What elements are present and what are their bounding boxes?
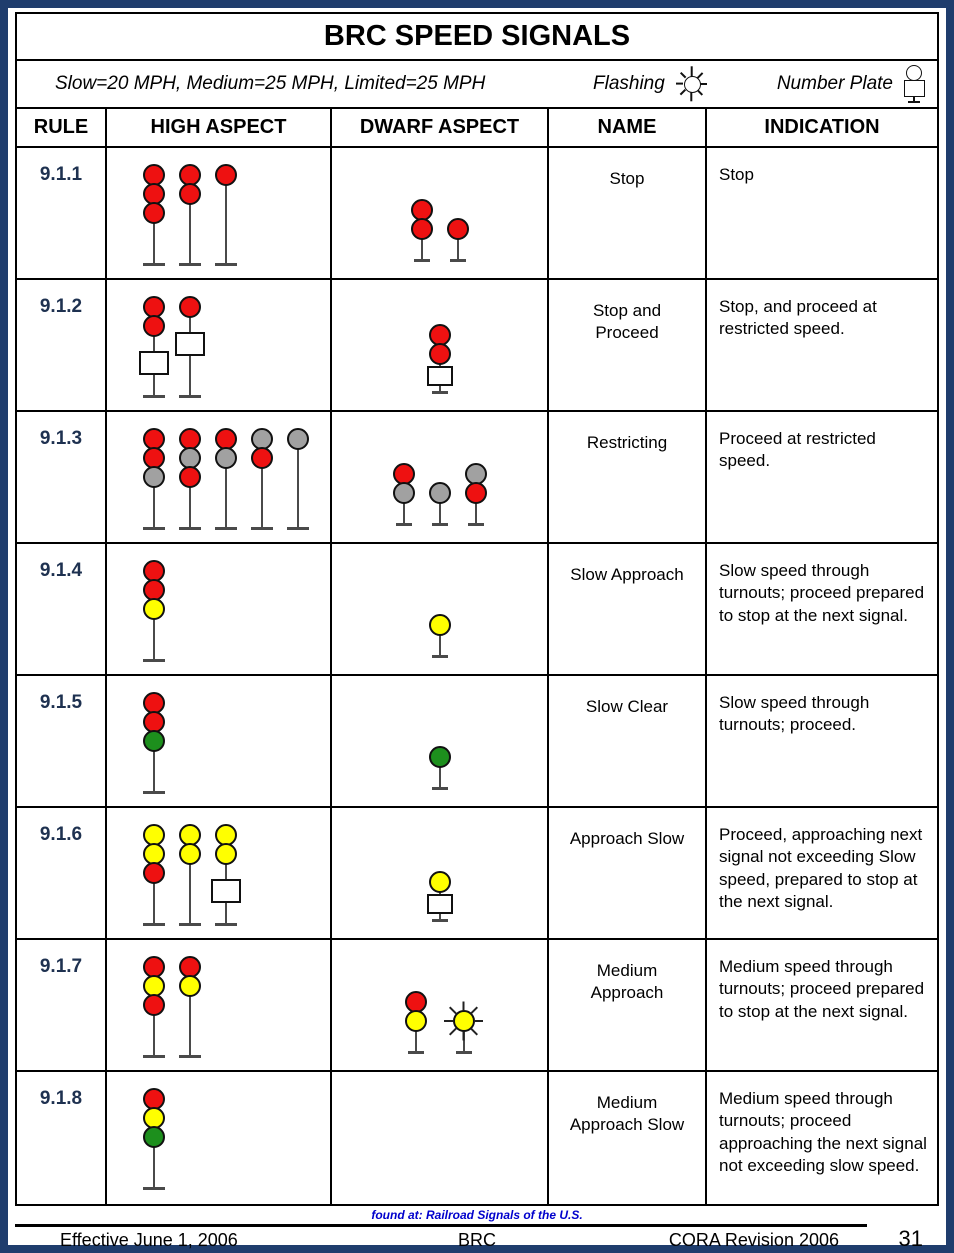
signal-heads — [215, 428, 237, 469]
number-plate-label: Number Plate — [776, 73, 893, 94]
indication-cell: Slow speed through turnouts; proceed. — [707, 676, 937, 808]
yellow-aspect-light-flashing — [453, 1010, 475, 1032]
dwarf-signal — [401, 991, 431, 1054]
signal-heads — [429, 614, 451, 636]
high-signal — [209, 824, 243, 926]
indication-cell: Slow speed through turnouts; proceed prepared to stop at the next signal. — [707, 544, 937, 676]
high-signal — [173, 956, 207, 1058]
signal-base — [179, 527, 201, 530]
signal-mast — [297, 446, 299, 527]
signal-base — [287, 527, 309, 530]
signal-heads — [393, 463, 415, 504]
rule-number-cell: 9.1.5 — [17, 676, 107, 808]
dwarf-signal — [449, 1010, 479, 1054]
green-aspect-light — [143, 730, 165, 752]
dwarf-aspect-cell — [332, 412, 549, 544]
signal-heads — [429, 324, 451, 365]
signal-heads — [287, 428, 309, 450]
signal-heads — [143, 428, 165, 488]
high-signal — [137, 560, 171, 662]
legend-row — [17, 61, 937, 109]
red-aspect-light — [215, 164, 237, 186]
high-signal — [137, 692, 171, 794]
signal-mast — [189, 201, 191, 263]
dwarf-signal — [425, 482, 455, 526]
green-aspect-light — [429, 746, 451, 768]
signal-heads — [143, 1088, 165, 1148]
signal-base — [143, 659, 165, 662]
yellow-aspect-light — [179, 843, 201, 865]
column-header-rule: RULE — [17, 109, 107, 148]
signal-name-cell: Slow Clear — [549, 676, 707, 808]
high-signal — [137, 824, 171, 926]
dwarf-aspect-cell — [332, 808, 549, 940]
signal-heads — [143, 692, 165, 752]
number-plate — [427, 894, 453, 914]
signal-base — [143, 923, 165, 926]
high-signal — [281, 428, 315, 530]
signal-heads — [179, 956, 201, 997]
signal-mast — [153, 616, 155, 659]
high-aspect-cell — [107, 808, 332, 940]
signals-table — [15, 12, 939, 1206]
high-aspect-cell — [107, 544, 332, 676]
signal-base — [179, 1055, 201, 1058]
signal-heads — [143, 824, 165, 884]
dwarf-aspect-cell — [332, 1072, 549, 1204]
signal-base — [143, 527, 165, 530]
signal-base — [179, 263, 201, 266]
dwarf-aspect-cell — [332, 280, 549, 412]
red-aspect-light — [143, 202, 165, 224]
dwarf-aspect-cell — [332, 940, 549, 1072]
signal-mast — [153, 484, 155, 527]
yellow-aspect-light — [179, 975, 201, 997]
dwarf-signal — [443, 218, 473, 262]
high-signal — [173, 164, 207, 266]
number-plate-legend — [777, 65, 927, 103]
rule-number-cell: 9.1.2 — [17, 280, 107, 412]
high-aspect-cell — [107, 280, 332, 412]
dwarf-signal — [425, 614, 455, 658]
signal-mast — [189, 993, 191, 1055]
signal-base — [414, 259, 430, 262]
page-number: 31 — [898, 1226, 923, 1251]
high-aspect-cell — [107, 1072, 332, 1204]
number-plate — [427, 366, 453, 386]
signal-base — [432, 391, 448, 394]
signal-heads — [453, 1010, 475, 1032]
high-signal — [137, 1088, 171, 1190]
red-aspect-light — [143, 994, 165, 1016]
flashing-rays-icon — [453, 1010, 475, 1032]
page-footer — [15, 1224, 939, 1253]
signal-base — [251, 527, 273, 530]
high-aspect-cell — [107, 412, 332, 544]
signal-heads — [215, 824, 237, 865]
signal-heads — [429, 482, 451, 504]
indication-cell: Stop, and proceed at restricted speed. — [707, 280, 937, 412]
signal-heads — [251, 428, 273, 469]
signal-base — [468, 523, 484, 526]
high-signal — [137, 164, 171, 266]
red-aspect-light — [251, 447, 273, 469]
indication-cell: Proceed, approaching next signal not exceeding Slow speed, prepared to stop at the next signal. — [707, 808, 937, 940]
red-aspect-light — [429, 343, 451, 365]
signal-base — [432, 787, 448, 790]
page-title: BRC SPEED SIGNALS — [17, 14, 937, 61]
red-aspect-light — [143, 315, 165, 337]
flashing-legend — [593, 67, 709, 101]
column-header-name: NAME — [549, 109, 707, 148]
signal-mast — [225, 182, 227, 263]
rule-number-cell: 9.1.3 — [17, 412, 107, 544]
signal-mast — [261, 465, 263, 527]
signal-name-cell: Medium Approach Slow — [549, 1072, 707, 1204]
red-aspect-light — [143, 862, 165, 884]
signal-heads — [179, 164, 201, 205]
gray-aspect-light — [215, 447, 237, 469]
dwarf-signal — [461, 463, 491, 526]
indication-cell: Medium speed through turnouts; proceed approaching the next signal not exceeding slow speed. — [719, 1089, 927, 1176]
number-plate — [175, 332, 205, 356]
dwarf-signal — [425, 871, 455, 922]
source-note: found at: Railroad Signals of the U.S. — [371, 1208, 583, 1222]
number-plate-icon — [901, 65, 927, 103]
signal-name-cell: Stop and Proceed — [549, 280, 707, 412]
green-aspect-light — [143, 1126, 165, 1148]
gray-aspect-light — [429, 482, 451, 504]
red-aspect-light — [447, 218, 469, 240]
signal-heads — [429, 871, 451, 893]
signal-mast — [225, 465, 227, 527]
high-signal — [209, 164, 243, 266]
signal-base — [215, 263, 237, 266]
red-aspect-light — [465, 482, 487, 504]
signal-mast — [189, 861, 191, 923]
indication-cell: Proceed at restricted speed. — [707, 412, 937, 544]
signal-base — [143, 1187, 165, 1190]
signal-base — [408, 1051, 424, 1054]
signal-base — [396, 523, 412, 526]
dwarf-signal — [425, 746, 455, 790]
red-aspect-light — [179, 296, 201, 318]
dwarf-signal — [389, 463, 419, 526]
indication-cell: Medium speed through turnouts; proceed prepared to stop at the next signal. — [707, 940, 937, 1072]
high-aspect-cell — [107, 940, 332, 1072]
red-aspect-light — [411, 218, 433, 240]
signal-base — [456, 1051, 472, 1054]
red-aspect-light — [179, 466, 201, 488]
column-header-indication: INDICATION — [707, 109, 937, 148]
signal-name-cell: Approach Slow — [549, 808, 707, 940]
signal-heads — [405, 991, 427, 1032]
signal-base — [432, 523, 448, 526]
yellow-aspect-light — [429, 871, 451, 893]
yellow-aspect-light — [215, 843, 237, 865]
signal-heads — [179, 428, 201, 488]
high-aspect-cell — [107, 676, 332, 808]
signal-base — [143, 395, 165, 398]
indication-cell: Stop — [707, 148, 937, 280]
gray-aspect-light — [287, 428, 309, 450]
red-aspect-light — [179, 183, 201, 205]
high-signal — [137, 296, 171, 398]
signal-heads — [143, 296, 165, 337]
signal-heads — [411, 199, 433, 240]
rule-number-cell: 9.1.4 — [17, 544, 107, 676]
high-signal — [173, 428, 207, 530]
signal-base — [215, 923, 237, 926]
dwarf-aspect-cell — [332, 676, 549, 808]
signal-mast — [153, 748, 155, 791]
rule-number-cell: 9.1.1 — [17, 148, 107, 280]
signal-mast — [189, 484, 191, 527]
signal-name-cell: Restricting — [549, 412, 707, 544]
number-plate — [211, 879, 241, 903]
railroad-name: BRC — [457, 1229, 496, 1250]
column-header-dwarf-aspect: DWARF ASPECT — [332, 109, 549, 148]
yellow-aspect-light — [429, 614, 451, 636]
signal-base — [450, 259, 466, 262]
signal-heads — [215, 164, 237, 186]
speed-legend: Slow=20 MPH, Medium=25 MPH, Limited=25 MPH — [55, 73, 486, 94]
signal-heads — [465, 463, 487, 504]
dwarf-aspect-cell — [332, 544, 549, 676]
signal-base — [143, 791, 165, 794]
yellow-aspect-light — [143, 598, 165, 620]
flashing-label: Flashing — [593, 73, 665, 94]
signal-mast — [153, 880, 155, 923]
high-signal — [137, 956, 171, 1058]
high-aspect-cell — [107, 148, 332, 280]
signal-mast — [153, 1012, 155, 1055]
footer-row — [15, 1227, 939, 1253]
effective-date: Effective June 1, 2006 — [60, 1229, 238, 1250]
signal-heads — [143, 560, 165, 620]
high-signal — [137, 428, 171, 530]
dwarf-signal — [407, 199, 437, 262]
high-signal — [245, 428, 279, 530]
column-header-high-aspect: HIGH ASPECT — [107, 109, 332, 148]
signal-base — [432, 655, 448, 658]
signal-mast — [153, 1144, 155, 1187]
gray-aspect-light — [143, 466, 165, 488]
signal-base — [215, 527, 237, 530]
high-signal — [173, 296, 207, 398]
signal-name-cell: Medium Approach — [549, 940, 707, 1072]
signal-base — [179, 923, 201, 926]
signal-name-cell: Slow Approach — [549, 544, 707, 676]
signal-base — [143, 263, 165, 266]
signal-mast — [153, 220, 155, 263]
revision-label: CORA Revision 2006 — [668, 1229, 839, 1250]
signal-heads — [179, 824, 201, 865]
signal-name-cell: Stop — [549, 148, 707, 280]
rule-number-cell: 9.1.7 — [17, 940, 107, 1072]
rules-grid — [17, 109, 937, 1204]
flashing-icon — [675, 67, 709, 101]
high-signal — [173, 824, 207, 926]
number-plate — [139, 351, 169, 375]
dwarf-aspect-cell — [332, 148, 549, 280]
signal-base — [179, 395, 201, 398]
signal-heads — [143, 956, 165, 1016]
rule-number-cell: 9.1.6 — [17, 808, 107, 940]
signal-base — [143, 1055, 165, 1058]
sheet — [8, 8, 946, 1253]
high-signal — [209, 428, 243, 530]
signal-heads — [143, 164, 165, 224]
signal-base — [432, 919, 448, 922]
yellow-aspect-light — [405, 1010, 427, 1032]
signal-heads — [179, 296, 201, 318]
dwarf-signal — [425, 324, 455, 394]
signal-heads — [429, 746, 451, 768]
rule-number-cell: 9.1.8 — [17, 1072, 107, 1204]
gray-aspect-light — [393, 482, 415, 504]
signal-heads — [447, 218, 469, 240]
